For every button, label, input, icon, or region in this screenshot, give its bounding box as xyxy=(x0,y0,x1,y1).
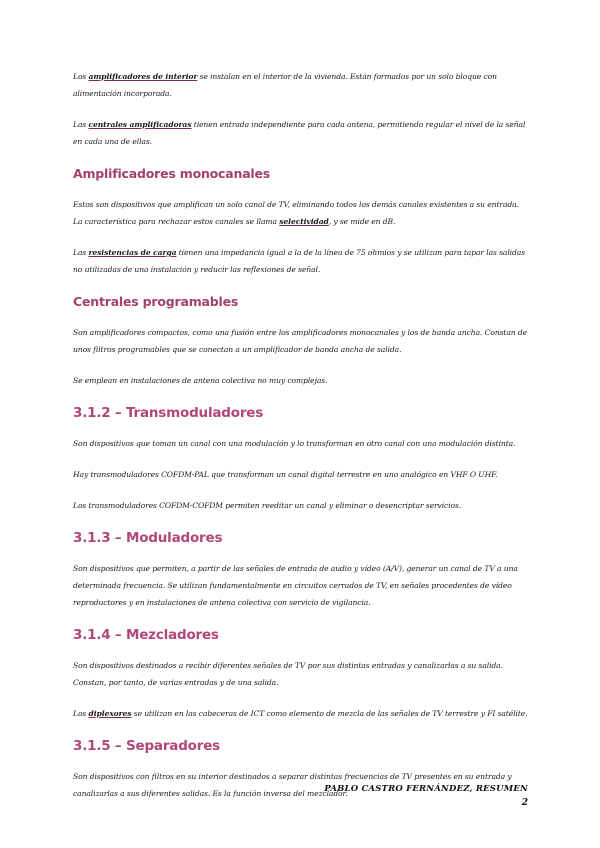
text-run: Los xyxy=(73,709,89,718)
text-run: tienen una impedancia igual a la de la línea de 75 ohmios y se utilizan para tapar las salidas no utilizadas de una instalación y reducir las reflexiones de señal. xyxy=(73,248,525,274)
text-run: se utilizan en las cabeceras de ICT como elemento de mezcla de las señales de TV terrestre y FI satélite. xyxy=(131,709,528,718)
keyword: diplexores xyxy=(88,709,132,718)
heading-mezcladores: 3.1.4 – Mezcladores xyxy=(73,627,219,643)
text-run: tienen entrada independiente para cada antena, permitiendo regular el nivel de la señal en cada una de ellas. xyxy=(73,120,526,146)
text-run: Estos son dispositivos que amplifican un solo canal de TV, eliminando todos los demás canales existentes a su entrada. La característica para rechazar estos canales se llama xyxy=(73,200,519,226)
paragraph-antena-colectiva: Se emplean en instalaciones de antena colectiva no muy complejas. xyxy=(73,376,328,385)
paragraph-moduladores: Son dispositivos que permiten, a partir de las señales de entrada de audio y vídeo (A/V), generar un canal de TV a una determinada frecuencia. Se utilizan fundamentalmente en circuitos cerrados de TV, en señales procedentes de vídeo reproductores y en instalaciones de antena colectiva con servicio de vigilancia. xyxy=(73,564,518,607)
paragraph-amplificadores-interior xyxy=(73,68,528,102)
heading-transmoduladores: 3.1.2 – Transmoduladores xyxy=(73,405,264,421)
keyword: resistencias de carga xyxy=(88,248,177,257)
heading-amplificadores-monocanales: Amplificadores monocanales xyxy=(73,166,271,181)
paragraph-diplexores xyxy=(73,705,528,722)
page-number: 2 xyxy=(521,798,528,808)
paragraph-separadores: Son dispositivos con filtros en su interior destinados a separar distintas frecuencias de TV presentes en su entrada y canalizarlas a sus diferentes salidas. Es la función inversa del mezclador. xyxy=(73,772,512,798)
text-run: , y se mide en dB. xyxy=(328,217,396,226)
footer-author: PABLO CASTRO FERNÁNDEZ, RESUMEN xyxy=(324,784,528,794)
paragraph-cofdm-cofdm: Los transmoduladores COFDM-COFDM permiten reeditar un canal y eliminar o desencriptar servicios. xyxy=(73,501,462,510)
heading-centrales-programables: Centrales programables xyxy=(73,294,239,309)
paragraph-transmoduladores-def: Son dispositivos que toman un canal con una modulación y lo transforman en otro canal con una modulación distinta. xyxy=(73,439,516,448)
text-run: Las xyxy=(73,248,89,257)
keyword: selectividad xyxy=(279,217,329,226)
paragraph-monocanales xyxy=(73,196,528,230)
heading-moduladores: 3.1.3 – Moduladores xyxy=(73,530,223,546)
page-body xyxy=(73,68,528,816)
paragraph-cofdm-pal: Hay transmoduladores COFDM-PAL que transforman un canal digital terrestre en uno analógico en VHF O UHF. xyxy=(73,470,498,479)
text-run: se instalan en el interior de la vivienda. Están formados por un solo bloque con alimentación incorporada. xyxy=(73,72,497,98)
paragraph-centrales-amplificadoras xyxy=(73,116,528,150)
text-run: Las xyxy=(73,120,89,129)
heading-separadores: 3.1.5 – Separadores xyxy=(73,738,220,754)
paragraph-centrales-programables: Son amplificadores compactos, como una fusión entre los amplificadores monocanales y los de banda ancha. Constan de unos filtros programables que se conectan a un amplificador de banda ancha de salida. xyxy=(73,328,528,354)
keyword: amplificadores de interior xyxy=(88,72,198,81)
keyword: centrales amplificadoras xyxy=(88,120,192,129)
text-run: Los xyxy=(73,72,89,81)
paragraph-mezcladores: Son dispositivos destinados a recibir diferentes señales de TV por sus distintas entradas y canalizarlas a su salida. Constan, por tanto, de varias entradas y de una salida. xyxy=(73,661,503,687)
page-footer xyxy=(324,782,528,810)
paragraph-resistencias-carga xyxy=(73,244,528,278)
